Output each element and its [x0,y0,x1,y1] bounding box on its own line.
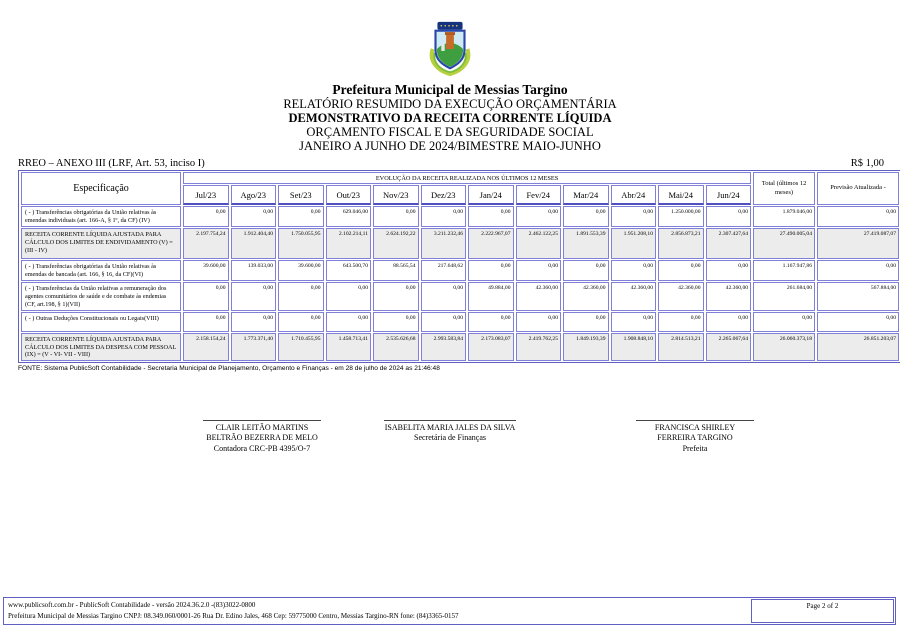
forecast-value-cell: 0,00 [817,312,899,332]
month-value-cell: 1.773.371,40 [231,333,277,362]
month-value-cell: 2.856.873,21 [658,228,704,259]
month-value-cell: 1.849.193,39 [563,333,609,362]
month-value-cell: 42.360,00 [658,282,704,311]
month-header: Nov/23 [373,185,419,205]
page-footer [3,597,896,625]
month-value-cell: 1.750.055,95 [278,228,324,259]
month-value-cell: 0,00 [468,206,514,227]
table-row [21,312,899,332]
month-value-cell: 629.046,00 [326,206,372,227]
signer-role: Contadora CRC-PB 4395/O-7 [213,443,311,453]
net-current-revenue-table [18,170,900,363]
month-value-cell: 1.710.455,95 [278,333,324,362]
month-value-cell: 0,00 [326,312,372,332]
month-value-cell: 2.158.154,24 [183,333,229,362]
evolution-group-header: EVOLUÇÃO DA RECEITA REALIZADA NOS ÚLTIMOS 12 MESES [183,172,751,184]
month-value-cell: 1.891.553,39 [563,228,609,259]
signature-line [636,420,754,421]
month-value-cell: 0,00 [706,260,752,281]
month-header: Set/23 [278,185,324,205]
month-value-cell: 2.307.427,64 [706,228,752,259]
signer-role: Prefeita [682,443,708,453]
signature-line [203,420,321,421]
row-label: ( - ) Outras Deduções Constitucionais ou Legais(VIII) [21,312,181,332]
month-value-cell: 2.462.122,25 [516,228,562,259]
month-value-cell: 42.360,00 [706,282,752,311]
municipality-name: Prefeitura Municipal de Messias Targino [332,82,568,97]
month-value-cell: 0,00 [468,260,514,281]
table-row [21,260,899,281]
month-value-cell: 2.535.626,68 [373,333,419,362]
month-value-cell: 0,00 [278,312,324,332]
row-label: ( - ) Transferências da União relativas a remuneração dos agentes comunitários de saúde e de combate às endemias (CF, art.198, § 1)(VII) [21,282,181,311]
month-value-cell: 0,00 [231,282,277,311]
month-value-cell: 2.265.067,64 [706,333,752,362]
month-header: Fev/24 [516,185,562,205]
month-value-cell: 0,00 [421,282,467,311]
month-header: Dez/23 [421,185,467,205]
forecast-value-cell: 567.884,00 [817,282,899,311]
month-value-cell: 42.360,00 [516,282,562,311]
month-value-cell: 42.360,00 [611,282,657,311]
month-value-cell: 0,00 [278,282,324,311]
month-value-cell: 88.565,54 [373,260,419,281]
month-value-cell: 0,00 [183,312,229,332]
month-value-cell: 39.600,00 [278,260,324,281]
month-header: Mai/24 [658,185,704,205]
month-value-cell: 0,00 [658,260,704,281]
month-value-cell: 0,00 [183,206,229,227]
total-column-header: Total (últimos 12 meses) [753,172,815,205]
month-header: Jul/23 [183,185,229,205]
row-label: RECEITA CORRENTE LÍQUIDA AJUSTADA PARA CÁLCULO DOS LIMITES DE ENDIVIDAMENTO (V) = (III - IV) [21,228,181,259]
month-value-cell: 2.102.214,11 [326,228,372,259]
month-value-cell: 0,00 [563,206,609,227]
spec-column-header: Especificação [21,172,181,205]
month-value-cell: 0,00 [278,206,324,227]
month-value-cell: 0,00 [373,206,419,227]
municipal-coat-of-arms-icon [420,20,480,78]
month-value-cell: 0,00 [421,206,467,227]
forecast-value-cell: 0,00 [817,206,899,227]
month-value-cell: 2.419.762,25 [516,333,562,362]
month-value-cell: 2.814.513,21 [658,333,704,362]
month-header: Out/23 [326,185,372,205]
footer-software-line: www.publicsoft.com.br - PublicSoft Contabilidade - versão 2024.36.2.0 -(83)3022-0800 [8,601,256,609]
month-value-cell: 0,00 [421,312,467,332]
month-value-cell: 0,00 [373,282,419,311]
report-period: JANEIRO A JUNHO DE 2024/BIMESTRE MAIO-JUNHO [299,139,601,153]
month-value-cell: 0,00 [231,312,277,332]
month-value-cell: 42.360,00 [563,282,609,311]
total-value-cell: 0,00 [753,312,815,332]
month-value-cell: 3.211.232,46 [421,228,467,259]
total-value-cell: 1.167.947,86 [753,260,815,281]
row-label: ( - ) Transferências obrigatórias da União relativas às emendas individuais (art. 166-A, § 1º, da CF) (IV) [21,206,181,227]
footer-entity-line: Prefeitura Municipal de Messias Targino CNPJ: 08.349.060/0001-26 Rua Dr. Edino Jales, 468 Cep: 59775000 Centro, Messias Targino-RN fone: (84)3365-0157 [8,611,459,620]
total-value-cell: 261.684,00 [753,282,815,311]
month-value-cell: 0,00 [373,312,419,332]
total-value-cell: 27.490.005,04 [753,228,815,259]
month-value-cell: 217.648,62 [421,260,467,281]
signature-line [384,420,516,421]
signature-block-finance-secretary [350,420,550,444]
month-value-cell: 0,00 [468,312,514,332]
annex-label: RREO – ANEXO III (LRF, Art. 53, inciso I) [18,158,205,169]
signer-name: CLAIR LEITÃO MARTINS BELTRÃO BEZERRA DE MELO [206,423,318,443]
month-value-cell: 0,00 [231,206,277,227]
row-label: RECEITA CORRENTE LÍQUIDA AJUSTADA PARA CÁLCULO DOS LIMITES DA DESPESA COM PESSOAL (IX) = (V - VI- VII - VIII) [21,333,181,362]
month-value-cell: 1.951.208,10 [611,228,657,259]
month-value-cell: 0,00 [706,312,752,332]
signature-block-mayor [595,420,795,454]
row-label: ( - ) Transferências obrigatórias da União relativas às emendas de bancada (art. 166, § 16, da CF)(VI) [21,260,181,281]
footer-info [4,598,750,624]
budget-scope: ORÇAMENTO FISCAL E DA SEGURIDADE SOCIAL [306,125,594,139]
forecast-value-cell: 27.419.087,07 [817,228,899,259]
meta-row [18,156,884,169]
forecast-value-cell: 0,00 [817,260,899,281]
month-value-cell: 0,00 [611,312,657,332]
signer-role: Secretária de Finanças [414,433,486,443]
table-row [21,228,899,259]
month-value-cell: 1.908.848,10 [611,333,657,362]
month-value-cell: 2.173.083,07 [468,333,514,362]
month-value-cell: 0,00 [611,260,657,281]
table-row [21,206,899,227]
month-value-cell: 2.993.583,84 [421,333,467,362]
page-number: Page 2 of 2 [751,599,894,623]
report-header [0,0,900,153]
month-value-cell: 2.197.754,24 [183,228,229,259]
forecast-column-header: Previsão Atualizada - [817,172,899,205]
month-header: Jan/24 [468,185,514,205]
signature-section [0,420,900,480]
forecast-value-cell: 26.851.203,07 [817,333,899,362]
total-value-cell: 1.879.046,00 [753,206,815,227]
signature-block-accountant [162,420,362,454]
month-value-cell: 0,00 [611,206,657,227]
report-title: RELATÓRIO RESUMIDO DA EXECUÇÃO ORÇAMENTÁRIA [283,97,617,111]
month-value-cell: 0,00 [516,206,562,227]
month-value-cell: 139.033,00 [231,260,277,281]
month-header: Jun/24 [706,185,752,205]
month-value-cell: 1.250.000,00 [658,206,704,227]
month-value-cell: 2.624.192,22 [373,228,419,259]
month-value-cell: 39.600,00 [183,260,229,281]
signer-name: ISABELITA MARIA JALES DA SILVA [384,423,516,432]
month-value-cell: 0,00 [326,282,372,311]
month-value-cell: 0,00 [516,312,562,332]
month-value-cell: 1.458.713,41 [326,333,372,362]
month-value-cell: 0,00 [706,206,752,227]
month-value-cell: 0,00 [658,312,704,332]
statement-title: DEMONSTRATIVO DA RECEITA CORRENTE LÍQUIDA [288,111,612,125]
table-row [21,282,899,311]
month-value-cell: 2.222.967,07 [468,228,514,259]
month-header: Ago/23 [231,185,277,205]
signer-name: FRANCISCA SHIRLEY FERREIRA TARGINO [654,423,736,443]
month-value-cell: 643.500,70 [326,260,372,281]
total-value-cell: 26.060.373,18 [753,333,815,362]
month-value-cell: 49.884,00 [468,282,514,311]
table-row [21,333,899,362]
month-value-cell: 0,00 [563,312,609,332]
month-value-cell: 0,00 [563,260,609,281]
month-value-cell: 0,00 [183,282,229,311]
month-header: Mar/24 [563,185,609,205]
source-note: FONTE: Sistema PublicSoft Contabilidade - Secretaria Municipal de Planejamento, Orçamento e Finanças - em 28 de julho de 2024 as 21:46:48 [18,365,440,373]
currency-note: R$ 1,00 [850,158,884,169]
month-value-cell: 0,00 [516,260,562,281]
month-header: Abr/24 [611,185,657,205]
month-value-cell: 1.912.404,40 [231,228,277,259]
